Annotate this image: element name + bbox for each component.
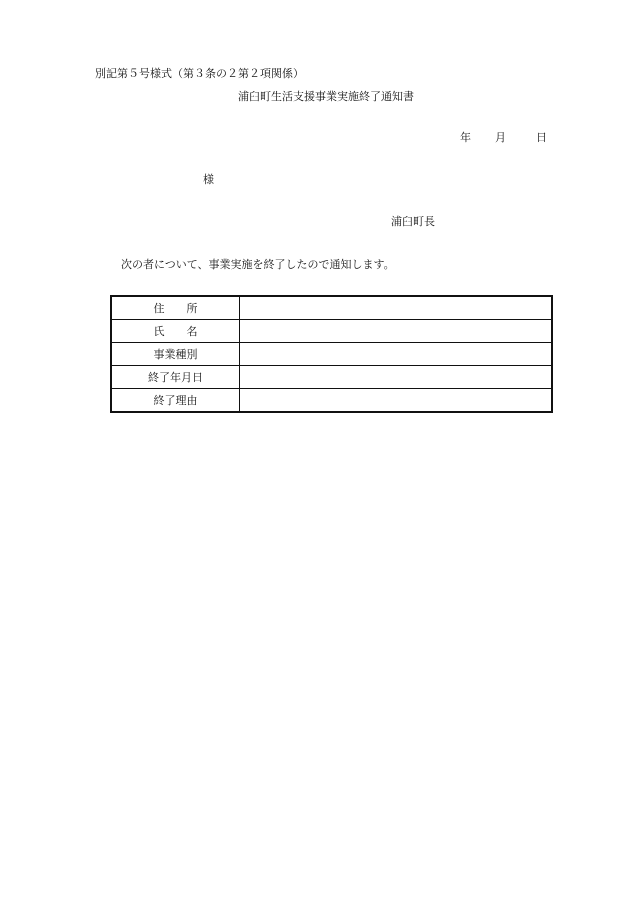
info-table (110, 295, 553, 413)
table-row (111, 389, 552, 413)
date-line (460, 132, 547, 143)
table-row (111, 320, 552, 343)
row-label-address: 住 所 (111, 296, 240, 320)
date-year-label: 年 (460, 131, 471, 144)
row-label-service-type: 事業種別 (111, 343, 240, 366)
row-value-name (240, 320, 553, 343)
document-title: 浦臼町生活支援事業実施終了通知書 (238, 90, 414, 103)
row-value-service-type (240, 343, 553, 366)
sender-name: 浦臼町長 (391, 215, 435, 228)
date-month-label: 月 (495, 131, 506, 144)
row-value-address (240, 296, 553, 320)
table-row (111, 366, 552, 389)
table-row (111, 296, 552, 320)
row-label-name: 氏 名 (111, 320, 240, 343)
row-label-end-date: 終了年月日 (111, 366, 240, 389)
row-value-end-reason (240, 389, 553, 413)
date-day-label: 日 (536, 131, 547, 144)
notice-body: 次の者について、事業実施を終了したので通知します。 (121, 258, 395, 271)
recipient-honorific: 様 (203, 173, 214, 186)
row-value-end-date (240, 366, 553, 389)
row-label-end-reason: 終了理由 (111, 389, 240, 413)
table-row (111, 343, 552, 366)
form-number: 別記第５号様式（第３条の２第２項関係） (95, 67, 304, 80)
